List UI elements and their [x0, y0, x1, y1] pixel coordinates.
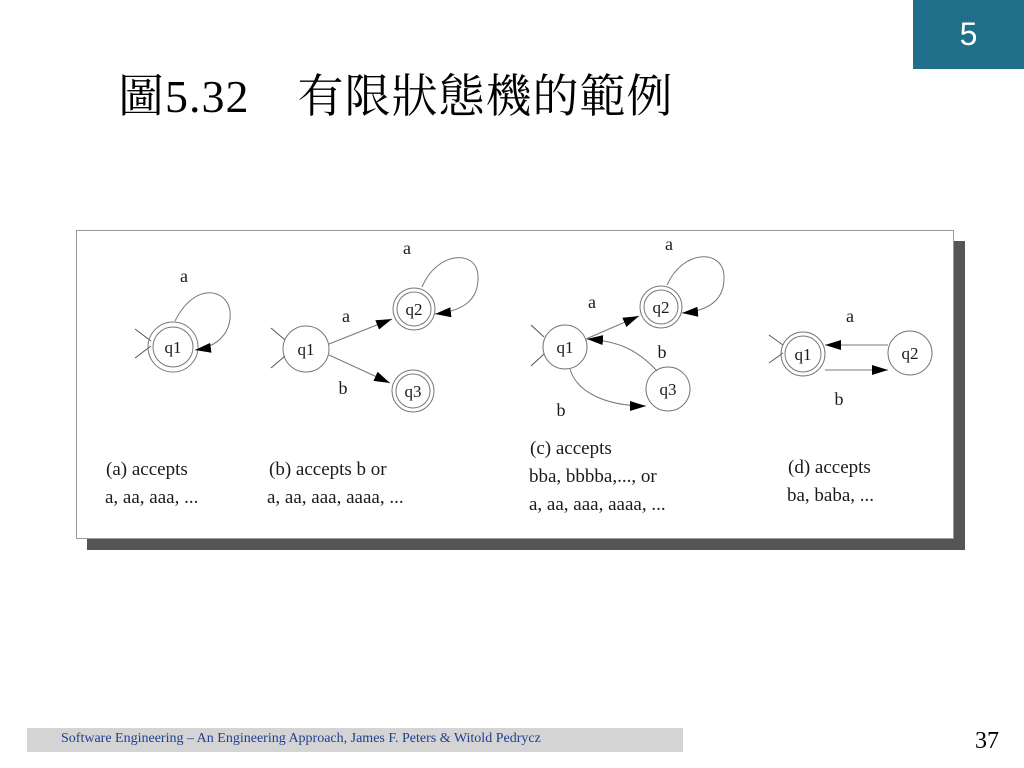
state-label: q2 — [405, 300, 423, 319]
caption-c-line1: (c) accepts — [530, 438, 612, 459]
caption-a-line2: a, aa, aaa, ... — [105, 487, 199, 508]
state-label: q1 — [164, 338, 182, 357]
chapter-number: 5 — [959, 16, 978, 52]
state-label: q3 — [659, 380, 677, 399]
start-marker — [769, 335, 783, 345]
state-label: q1 — [297, 340, 315, 359]
state-label: q3 — [404, 382, 422, 401]
caption-b-line1: (b) accepts b or — [269, 459, 387, 480]
page-number: 37 — [975, 728, 999, 754]
figure-number: 圖5.32 — [118, 71, 250, 122]
edge-label: a — [846, 306, 854, 326]
fsm-figure — [76, 230, 954, 539]
edge-label: b — [657, 342, 667, 362]
caption-c-line2: bba, bbbba,..., or — [529, 466, 657, 487]
start-marker — [271, 328, 285, 340]
fsm-c — [531, 234, 724, 420]
loop-transition — [175, 293, 230, 350]
transition-q1-q3 — [570, 369, 646, 406]
caption-c-line3: a, aa, aaa, aaaa, ... — [529, 494, 666, 515]
edge-label: b — [834, 389, 844, 409]
loop-transition — [667, 257, 724, 313]
transition-q1-q2 — [329, 319, 392, 344]
state-label: q1 — [556, 338, 574, 357]
transition-q1-q2 — [586, 316, 639, 339]
transition-q3-q1 — [587, 339, 657, 371]
footer-citation: Software Engineering – An Engineering Approach, James F. Peters & Witold Pedrycz — [61, 731, 541, 746]
fsm-b — [271, 238, 478, 412]
fsm-a — [135, 266, 230, 372]
start-marker — [531, 325, 544, 337]
edge-label: b — [556, 400, 566, 420]
caption-b-line2: a, aa, aaa, aaaa, ... — [267, 487, 404, 508]
state-label: q2 — [652, 298, 670, 317]
edge-label: a — [588, 292, 596, 312]
caption-d-line2: ba, baba, ... — [787, 485, 875, 506]
edge-label: a — [665, 234, 673, 254]
state-label: q1 — [794, 345, 812, 364]
start-marker — [531, 354, 544, 366]
start-marker — [271, 356, 285, 368]
slide-title — [118, 58, 674, 128]
fsm-d — [769, 306, 932, 409]
figure-title: 有限狀態機的範例 — [297, 71, 674, 122]
start-marker — [135, 329, 151, 341]
edge-label: a — [403, 238, 411, 258]
edge-label: a — [342, 306, 350, 326]
state-label: q2 — [901, 344, 919, 363]
caption-a-line1: (a) accepts — [106, 459, 188, 480]
caption-d-line1: (d) accepts — [788, 457, 871, 478]
edge-label: a — [180, 266, 188, 286]
footer-bar — [27, 728, 683, 752]
edge-label: b — [338, 378, 348, 398]
chapter-badge — [913, 0, 1024, 69]
